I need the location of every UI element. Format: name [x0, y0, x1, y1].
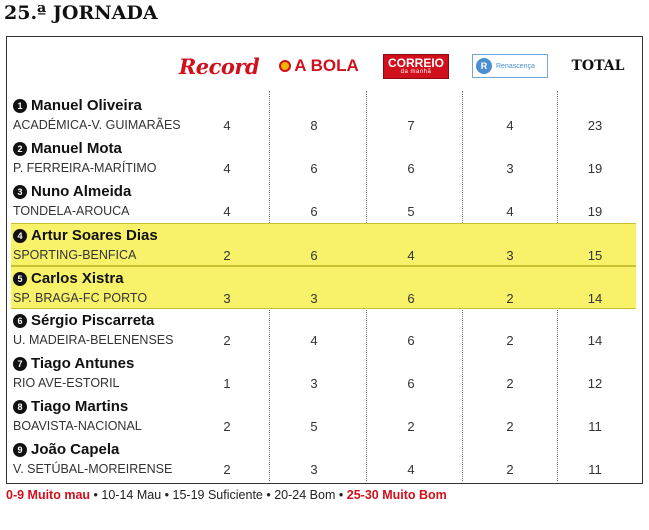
referee-name: João Capela — [31, 441, 120, 458]
table-row — [11, 137, 636, 180]
referee-number-badge: 2 — [13, 142, 27, 156]
table-row — [11, 352, 636, 395]
table-row — [11, 223, 636, 266]
table-row — [11, 309, 636, 352]
referee-name: Sérgio Piscarreta — [31, 312, 155, 329]
record-score: 2 — [223, 462, 231, 477]
referee-number-badge: 4 — [13, 229, 27, 243]
referee-number-badge: 8 — [13, 400, 27, 414]
record-score: 2 — [223, 333, 231, 348]
abola-score: 3 — [310, 462, 318, 477]
abola-score: 5 — [310, 419, 318, 434]
renascenca-score: 2 — [506, 333, 514, 348]
renascenca-score: 2 — [506, 419, 514, 434]
match-name: TONDELA-AROUCA — [13, 204, 130, 218]
abola-score: 8 — [310, 118, 318, 133]
referee-name: Carlos Xistra — [31, 270, 124, 287]
total-score: 11 — [588, 462, 602, 477]
referee-name: Manuel Oliveira — [31, 97, 142, 114]
table-row — [11, 94, 636, 137]
legend-separator: • — [338, 488, 344, 502]
total-score: 11 — [588, 419, 602, 434]
correio-score: 6 — [407, 333, 415, 348]
record-score: 3 — [223, 291, 231, 306]
record-score: 2 — [223, 419, 231, 434]
renascenca-mark-icon: R — [476, 58, 492, 74]
correio-score: 4 — [407, 248, 415, 263]
renascenca-score: 2 — [506, 462, 514, 477]
page-title: 25.ª JORNADA — [4, 2, 158, 24]
match-name: U. MADEIRA-BELENENSES — [13, 333, 174, 347]
abola-score: 3 — [310, 376, 318, 391]
total-column-header: TOTAL — [571, 58, 625, 74]
record-score: 4 — [223, 204, 231, 219]
match-name: SPORTING-BENFICA — [13, 248, 137, 262]
correio-score: 6 — [407, 291, 415, 306]
referee-number-badge: 1 — [13, 99, 27, 113]
record-score: 4 — [223, 118, 231, 133]
referee-name: Nuno Almeida — [31, 183, 132, 200]
correio-logo-text: CORREIO — [387, 55, 444, 70]
record-score: 2 — [223, 248, 231, 263]
referee-number-badge: 6 — [13, 314, 27, 328]
abola-score: 3 — [310, 291, 318, 306]
record-score: 4 — [223, 161, 231, 176]
renascenca-score: 4 — [506, 118, 514, 133]
correio-logo-sub: da manhã — [400, 68, 432, 75]
legend-very-bad: 0-9 Muito mau — [6, 488, 91, 502]
renascenca-score: 2 — [506, 291, 514, 306]
abola-score: 6 — [310, 248, 318, 263]
legend-good: 20-24 Bom — [274, 488, 336, 502]
abola-score: 4 — [310, 333, 318, 348]
table-row — [11, 395, 636, 438]
referee-name: Artur Soares Dias — [31, 227, 158, 244]
referee-number-badge: 5 — [13, 272, 27, 286]
referee-number-badge: 7 — [13, 357, 27, 371]
referee-name: Manuel Mota — [31, 140, 122, 157]
table-row — [11, 180, 636, 223]
total-score: 19 — [587, 161, 603, 176]
renascenca-score: 2 — [506, 376, 514, 391]
column-header — [7, 37, 642, 91]
renascenca-score: 3 — [506, 248, 514, 263]
abola-score: 6 — [310, 204, 318, 219]
legend-sufficient: 15-19 Suficiente — [172, 488, 263, 502]
legend-separator: • — [164, 488, 170, 502]
total-score: 15 — [587, 248, 603, 263]
legend-separator: • — [266, 488, 271, 502]
referee-number-badge: 3 — [13, 185, 27, 199]
match-name: V. SETÚBAL-MOREIRENSE — [13, 462, 173, 476]
table-row — [11, 266, 636, 309]
match-name: SP. BRAGA-FC PORTO — [13, 291, 148, 305]
legend-bad: 10-14 Mau — [101, 488, 162, 502]
total-score: 14 — [587, 333, 603, 348]
correio-score: 4 — [407, 462, 415, 477]
total-score: 19 — [587, 204, 603, 219]
abola-mark-icon — [279, 60, 291, 72]
correio-score: 7 — [407, 118, 415, 133]
referee-number-badge: 9 — [13, 443, 27, 457]
record-logo: Record — [178, 53, 260, 79]
match-name: P. FERREIRA-MARÍTIMO — [13, 161, 157, 175]
correio-logo — [375, 51, 457, 81]
legend-very-good: 25-30 Muito Bom — [346, 488, 447, 502]
match-name: BOAVISTA-NACIONAL — [13, 419, 142, 433]
renascenca-score: 3 — [506, 161, 514, 176]
match-name: ACADÉMICA-V. GUIMARÃES — [13, 118, 181, 132]
match-name: RIO AVE-ESTORIL — [13, 376, 120, 390]
renascenca-logo-text: Renascença — [496, 62, 535, 70]
legend-separator: • — [93, 488, 98, 502]
referee-name: Tiago Antunes — [31, 355, 135, 372]
renascenca-logo — [469, 51, 551, 81]
total-score: 14 — [587, 291, 603, 306]
correio-score: 6 — [407, 376, 415, 391]
rating-legend — [6, 488, 447, 502]
record-score: 1 — [223, 376, 231, 391]
total-score: 12 — [587, 376, 603, 391]
abola-logo — [273, 51, 365, 81]
ratings-table — [6, 36, 643, 484]
abola-logo-text: A BOLA — [294, 56, 359, 75]
correio-score: 2 — [407, 419, 415, 434]
renascenca-score: 4 — [506, 204, 514, 219]
total-score: 23 — [587, 118, 603, 133]
table-row — [11, 438, 636, 481]
correio-score: 6 — [407, 161, 415, 176]
abola-score: 6 — [310, 161, 318, 176]
referee-name: Tiago Martins — [31, 398, 129, 415]
correio-score: 5 — [407, 204, 415, 219]
